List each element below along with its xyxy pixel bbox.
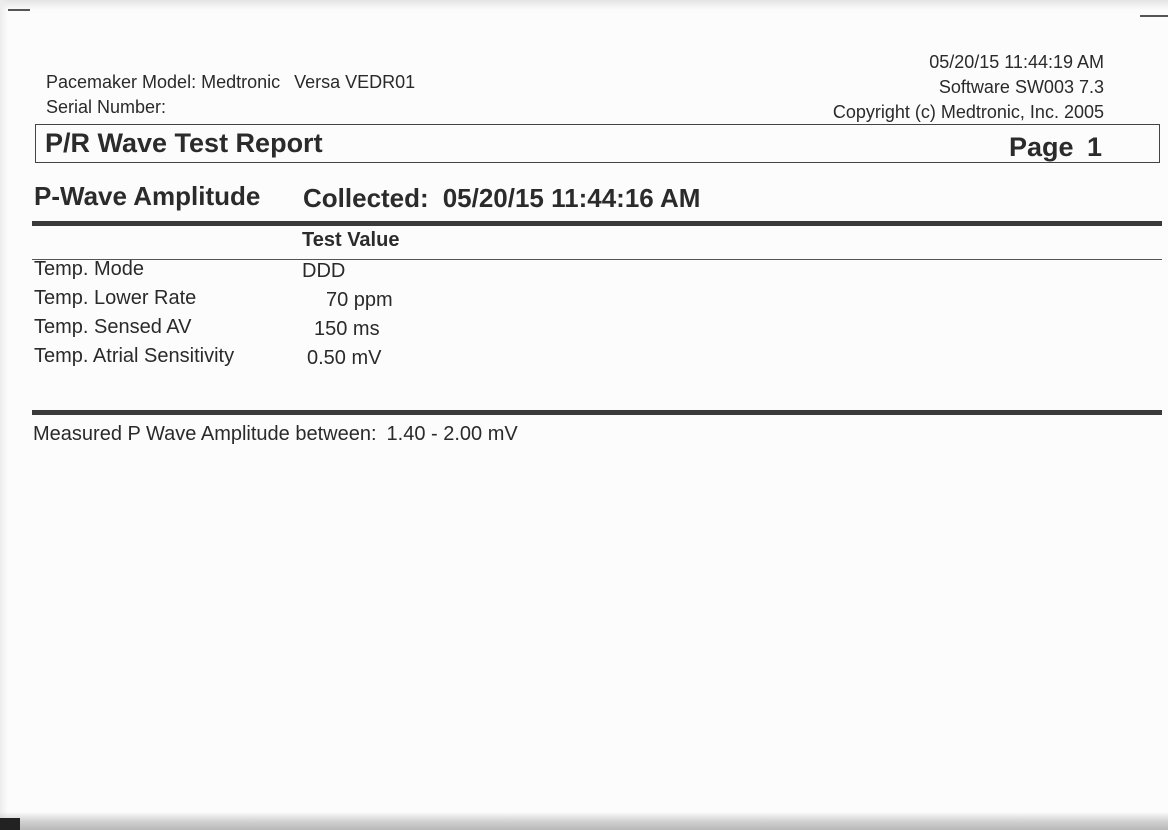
param-label: Temp. Mode — [34, 258, 145, 280]
results-divider — [32, 410, 1162, 415]
model-name: Versa VEDR01 — [294, 72, 416, 92]
serial-label: Serial Number: — [46, 97, 167, 117]
measured-result — [33, 423, 518, 446]
serial-row — [46, 95, 415, 120]
param-label: Temp. Atrial Sensitivity — [34, 345, 235, 367]
report-meta — [833, 50, 1104, 125]
report-timestamp: 05/20/15 11:44:19 AM — [929, 52, 1104, 72]
header-divider — [32, 259, 1162, 260]
section-divider — [32, 221, 1162, 226]
param-value: 70 ppm — [326, 289, 393, 311]
model-row — [46, 70, 415, 95]
scan-shadow-bottom — [0, 812, 1168, 830]
test-value-header: Test Value — [302, 229, 400, 251]
page-number: Page 1 — [1008, 132, 1102, 162]
param-value: 0.50 mV — [307, 347, 382, 369]
device-info — [46, 70, 415, 120]
collected-label: Collected: — [303, 183, 429, 213]
scan-corner-mark — [1140, 15, 1168, 17]
scan-shadow-left — [0, 0, 8, 830]
title-bar — [35, 124, 1160, 163]
section-heading: P-Wave Amplitude — [34, 181, 261, 211]
collected-date: 05/20/15 11:44:16 AM — [442, 183, 701, 213]
model-label: Pacemaker Model: — [46, 72, 197, 92]
report-title: P/R Wave Test Report — [45, 128, 323, 158]
param-label: Temp. Lower Rate — [34, 287, 197, 309]
scan-shadow-top — [0, 0, 1168, 10]
measured-label: Measured P Wave Amplitude between: — [33, 423, 377, 445]
scan-corner-mark — [8, 9, 30, 11]
scan-corner-mark — [0, 818, 20, 830]
copyright-notice: Copyright (c) Medtronic, Inc. 2005 — [832, 102, 1104, 122]
software-version: Software SW003 7.3 — [938, 77, 1104, 97]
measured-value: 1.40 - 2.00 mV — [386, 423, 518, 445]
param-label: Temp. Sensed AV — [34, 316, 192, 338]
param-value: DDD — [302, 260, 346, 282]
collected-info — [303, 183, 700, 214]
param-value: 150 ms — [314, 318, 380, 340]
manufacturer: Medtronic — [201, 72, 281, 92]
